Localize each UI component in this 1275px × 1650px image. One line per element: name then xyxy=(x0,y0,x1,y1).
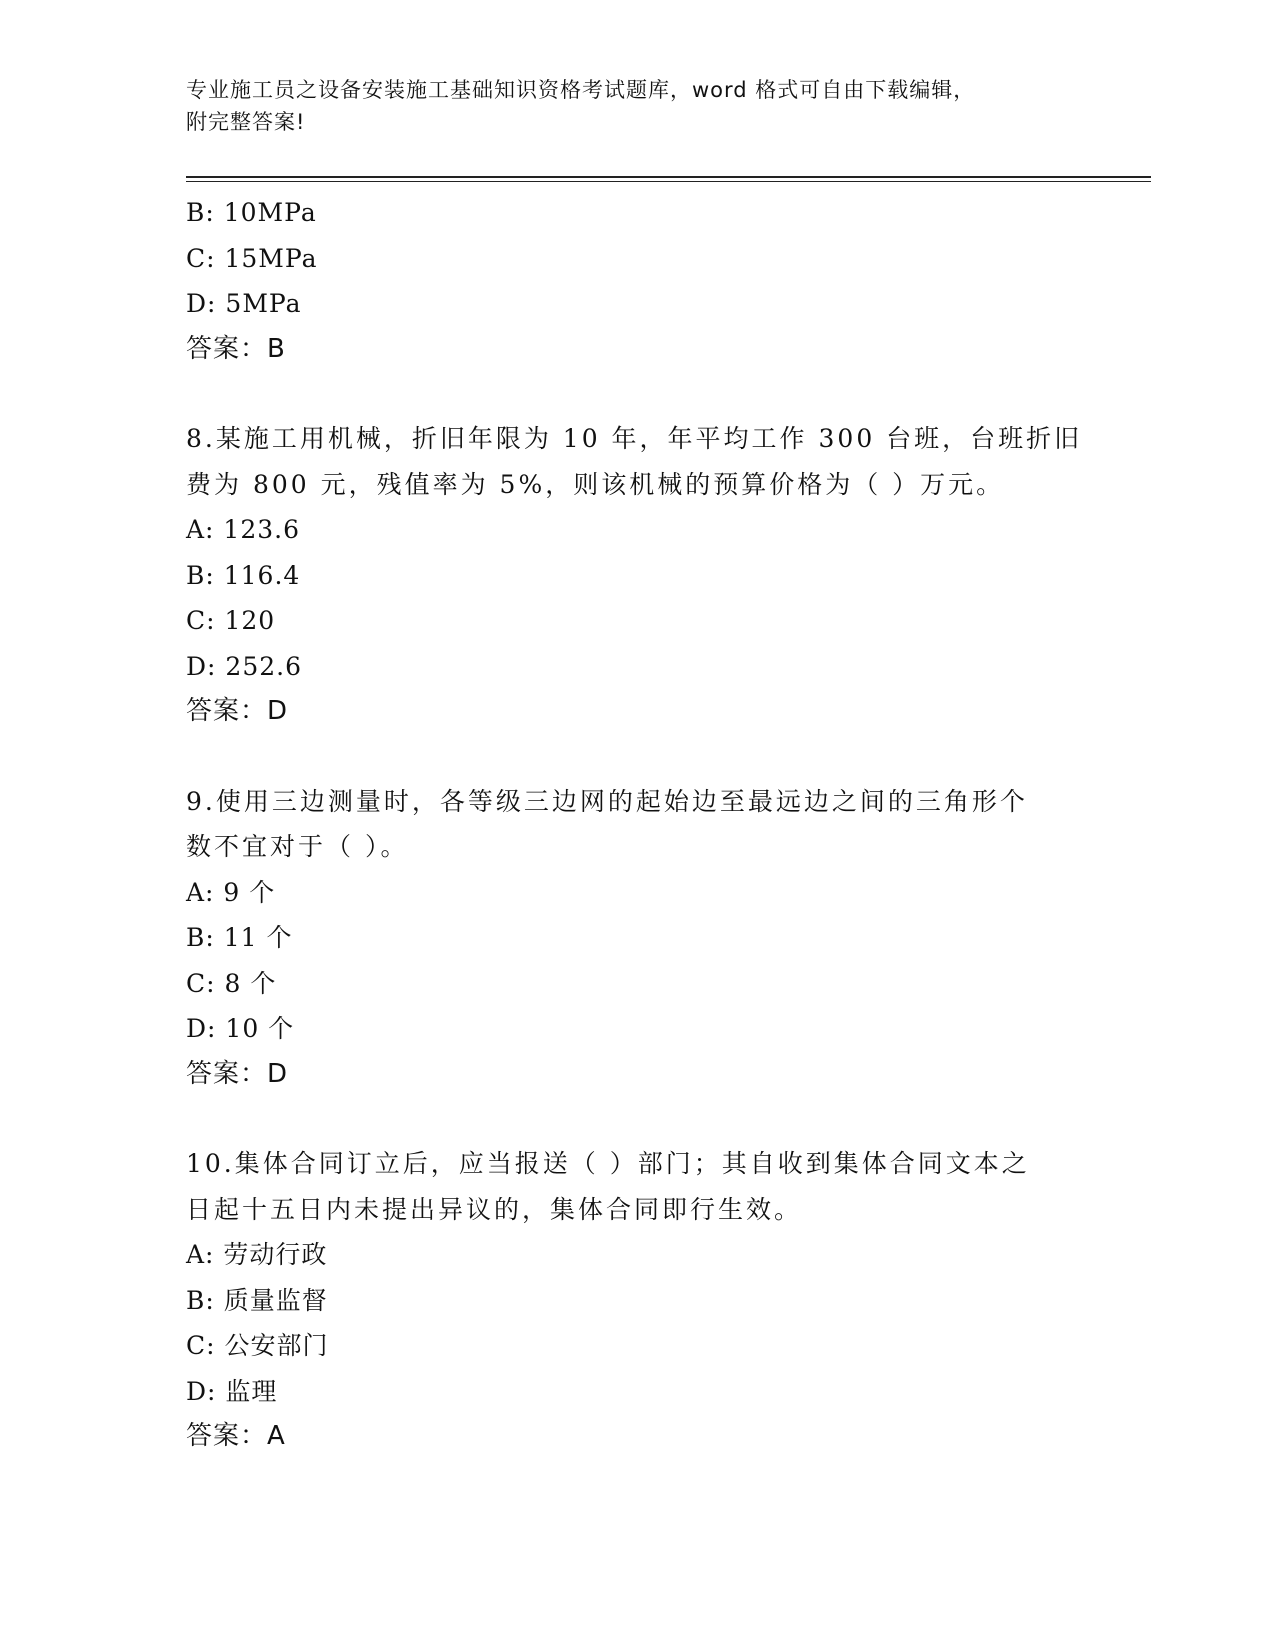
option-b: B: 116.4 xyxy=(186,560,301,590)
answer-line: 答案：D xyxy=(186,1058,289,1089)
answer-line: 答案：B xyxy=(186,333,286,364)
option-b: B: 10MPa xyxy=(186,198,317,227)
option-c: C: 15MPa xyxy=(186,243,318,273)
question-stem xyxy=(186,1141,1086,1232)
option-a: A: 劳动行政 xyxy=(186,1240,328,1269)
header-line-1: 专业施工员之设备安装施工基础知识资格考试题库，word 格式可自由下载编辑， xyxy=(186,78,976,102)
header-divider-thin xyxy=(186,181,1151,182)
option-c: C: 8 个 xyxy=(186,968,277,998)
header-divider-thick xyxy=(186,176,1151,178)
option-d: D: 10 个 xyxy=(186,1014,295,1043)
question-8 xyxy=(186,416,1086,735)
question-list xyxy=(186,190,1086,1460)
question-stem-line-2: 费为 800 元，残值率为 5%，则该机械的预算价格为（ ）万元。 xyxy=(186,469,1005,499)
answer-line: 答案：D xyxy=(186,696,289,726)
question-stem-line-2: 日起十五日内未提出异议的，集体合同即行生效。 xyxy=(186,1194,803,1224)
option-a: A: 123.6 xyxy=(186,515,300,544)
option-d: D: 监理 xyxy=(186,1376,278,1406)
option-b: B: 质量监督 xyxy=(186,1285,328,1315)
question-10 xyxy=(186,1141,1086,1460)
option-a: A: 9 个 xyxy=(186,877,276,907)
question-stem-line-1: 10.集体合同订立后，应当报送（ ）部门；其自收到集体合同文本之 xyxy=(186,1149,1030,1178)
header-line-2: 附完整答案! xyxy=(186,110,306,134)
question-stem-line-2: 数不宜对于（ ）。 xyxy=(186,832,409,861)
option-d: D: 5MPa xyxy=(186,289,302,318)
question-stem-line-1: 9.使用三边测量时，各等级三边网的起始边至最远边之间的三角形个 xyxy=(186,786,1028,816)
question-7-continuation xyxy=(186,190,1086,372)
question-stem xyxy=(186,779,1086,870)
document-header xyxy=(186,74,1066,138)
option-c: C: 120 xyxy=(186,606,276,635)
option-c: C: 公安部门 xyxy=(186,1331,329,1360)
answer-line: 答案：A xyxy=(186,1421,286,1451)
question-stem xyxy=(186,416,1086,507)
option-d: D: 252.6 xyxy=(186,651,302,681)
question-stem-line-1: 8.某施工用机械，折旧年限为 10 年，年平均工作 300 台班，台班折旧 xyxy=(186,424,1083,453)
question-9 xyxy=(186,779,1086,1098)
option-b: B: 11 个 xyxy=(186,923,293,952)
